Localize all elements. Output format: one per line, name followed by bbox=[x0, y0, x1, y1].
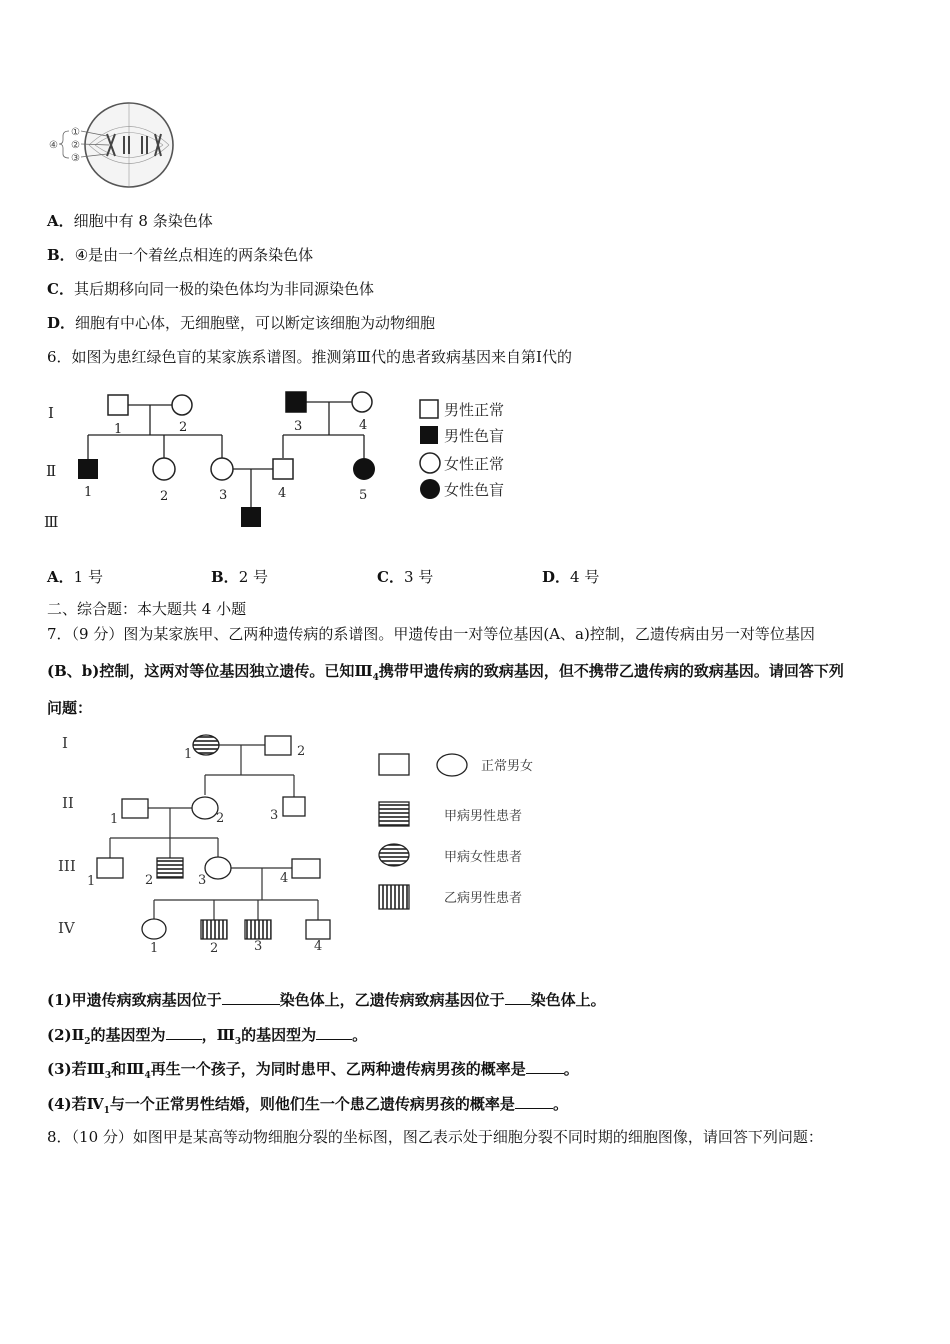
q6-gen-label-1: Ⅰ bbox=[48, 404, 54, 422]
q7-sub3: (3)若$Ⅲ_3$和$Ⅲ_4$再生一个孩子，为同时患甲、乙两种遗传病男孩的概率是 。 bbox=[47, 1060, 579, 1081]
q6-stem: 6．如图为患红绿色盲的某家族系谱图。推测第Ⅲ代的患者致病基因来自第Ⅰ代的 bbox=[47, 348, 572, 366]
svg-text:IV: IV bbox=[58, 919, 75, 937]
q6-option-a: A．1 号 bbox=[47, 568, 103, 586]
legend-disease-b-male-icon bbox=[379, 885, 409, 909]
svg-text:II: II bbox=[62, 794, 74, 812]
svg-text:2: 2 bbox=[179, 420, 188, 435]
q7-sub1: (1)甲遗传病致病基因位于 染色体上，乙遗传病致病基因位于 染色体上。 bbox=[47, 991, 606, 1009]
legend-normal-female-icon bbox=[437, 754, 467, 776]
q6-pedigree bbox=[40, 385, 540, 545]
q7-I2-normal-male bbox=[265, 736, 291, 755]
q6-gen-label-2: Ⅱ bbox=[46, 462, 57, 480]
q6-III1-colorblind-male bbox=[241, 507, 261, 527]
q7-III4-normal-male bbox=[292, 859, 320, 878]
svg-text:1: 1 bbox=[110, 812, 119, 827]
q7-legend bbox=[379, 754, 533, 909]
q5-option-d: D．细胞有中心体，无细胞壁，可以断定该细胞为动物细胞 bbox=[47, 314, 436, 332]
svg-text:4: 4 bbox=[359, 418, 368, 433]
q6-I3-colorblind-male bbox=[286, 392, 306, 412]
q6-II2-normal-female bbox=[153, 458, 175, 480]
label-3: ③ bbox=[71, 153, 80, 164]
legend-normal-male-icon bbox=[379, 754, 409, 775]
label-2: ② bbox=[71, 140, 80, 151]
svg-text:3: 3 bbox=[219, 488, 228, 503]
svg-text:1: 1 bbox=[184, 747, 193, 762]
q7-stem-line2: (B、b)控制，这两对等位基因独立遗传。已知$Ⅲ_4$携带甲遗传病的致病基因，但不携带乙遗传病的致病基因。请回答下列 bbox=[47, 662, 844, 683]
q5-option-b: B．④是由一个着丝点相连的两条染色体 bbox=[47, 246, 314, 264]
q7-stem-line3: 问题： bbox=[47, 699, 93, 717]
legend-disease-a-female-label: 甲病女性患者 bbox=[444, 850, 523, 865]
legend-normal-male: 男性正常 bbox=[444, 401, 505, 419]
legend-disease-a-male-icon bbox=[379, 802, 409, 826]
svg-text:I: I bbox=[62, 734, 68, 752]
legend-normal-female-icon bbox=[420, 453, 440, 473]
q7-IV1-normal-female bbox=[142, 919, 166, 939]
q6-II4-normal-male bbox=[273, 459, 293, 479]
blank bbox=[222, 990, 280, 1005]
q6-II3-normal-female bbox=[211, 458, 233, 480]
svg-text:3: 3 bbox=[254, 939, 263, 954]
q6-option-d: D．4 号 bbox=[542, 568, 600, 586]
q6-gen2-individuals bbox=[78, 458, 375, 480]
svg-text:1: 1 bbox=[114, 422, 123, 437]
q6-option-c: C．3 号 bbox=[377, 568, 434, 586]
svg-text:2: 2 bbox=[216, 811, 225, 826]
q7-II1-normal-male bbox=[122, 799, 148, 818]
q7-sub2: $(2)Ⅱ_2$的基因型为 ，$Ⅲ_3$的基因型为 。 bbox=[47, 1026, 368, 1047]
svg-text:2: 2 bbox=[145, 873, 154, 888]
svg-text:1: 1 bbox=[150, 941, 159, 956]
svg-text:4: 4 bbox=[314, 939, 323, 954]
svg-text:III: III bbox=[58, 857, 76, 875]
svg-text:4: 4 bbox=[278, 486, 287, 501]
svg-text:2: 2 bbox=[297, 744, 306, 759]
q7-III2-disease-a-male bbox=[157, 858, 183, 878]
legend-normal-male-icon bbox=[420, 400, 438, 418]
q6-gen1-individuals bbox=[108, 392, 372, 415]
legend-normal-female: 女性正常 bbox=[444, 455, 505, 473]
q5-option-a: A．细胞中有 8 条染色体 bbox=[47, 212, 213, 230]
q7-IV4-normal-male bbox=[306, 920, 330, 939]
blank bbox=[505, 990, 531, 1005]
svg-text:3: 3 bbox=[270, 808, 279, 823]
svg-text:3: 3 bbox=[294, 419, 303, 434]
q7-IV3-disease-b-male bbox=[245, 920, 271, 939]
legend-disease-b-male-label: 乙病男性患者 bbox=[444, 891, 523, 906]
legend-colorblind-female: 女性色盲 bbox=[444, 481, 505, 499]
q5-option-c: C．其后期移向同一极的染色体均为非同源染色体 bbox=[47, 280, 374, 298]
legend-colorblind-male-icon bbox=[420, 426, 438, 444]
legend-disease-a-male-label: 甲病男性患者 bbox=[444, 809, 523, 824]
q7-II2-normal-female bbox=[192, 797, 218, 819]
svg-text:2: 2 bbox=[160, 489, 169, 504]
q6-option-b: B．2 号 bbox=[211, 568, 268, 586]
q6-generation-labels bbox=[44, 404, 58, 531]
label-1: ① bbox=[71, 127, 80, 138]
q7-sub4: (4)若$Ⅳ_1$与一个正常男性结婚，则他们生一个患乙遗传病男孩的概率是 。 bbox=[47, 1095, 568, 1116]
svg-text:5: 5 bbox=[359, 488, 368, 503]
q6-I1-normal-male bbox=[108, 395, 128, 415]
legend-disease-a-female-icon bbox=[379, 844, 409, 866]
q6-legend bbox=[420, 400, 504, 499]
svg-text:1: 1 bbox=[87, 874, 96, 889]
q7-stem-line1: 7．（9 分）图为某家族甲、乙两种遗传病的系谱图。甲遗传由一对等位基因(A、a)控制，乙遗传病由另一对等位基因 bbox=[47, 625, 815, 643]
blank bbox=[515, 1094, 553, 1109]
q6-gen-label-3: Ⅲ bbox=[44, 513, 59, 531]
legend-colorblind-female-icon bbox=[420, 479, 440, 499]
q6-II1-colorblind-male bbox=[78, 459, 98, 479]
section2-title: 二、综合题：本大题共 4 小题 bbox=[47, 600, 247, 618]
svg-text:3: 3 bbox=[198, 873, 207, 888]
q7-IV2-disease-b-male bbox=[201, 920, 227, 939]
svg-text:2: 2 bbox=[210, 941, 219, 956]
q7-generation-labels bbox=[58, 734, 76, 937]
svg-text:1: 1 bbox=[84, 485, 93, 500]
blank bbox=[316, 1025, 352, 1040]
label-4: ④ bbox=[49, 140, 58, 151]
q7-III3-normal-female bbox=[205, 857, 231, 879]
q6-I2-normal-female bbox=[172, 395, 192, 415]
q7-III1-normal-male bbox=[97, 858, 123, 878]
blank bbox=[166, 1025, 202, 1040]
q8-stem: 8．（10 分）如图甲是某高等动物细胞分裂的坐标图，图乙表示处于细胞分裂不同时期的细胞图像，请回答下列问题： bbox=[47, 1128, 823, 1146]
q6-II5-colorblind-female bbox=[353, 458, 375, 480]
legend-normal-label: 正常男女 bbox=[481, 759, 534, 774]
blank bbox=[526, 1059, 564, 1074]
svg-text:4: 4 bbox=[280, 871, 289, 886]
q7-II3-normal-male bbox=[283, 797, 305, 816]
q7-I1-disease-a-female bbox=[193, 735, 219, 755]
q7-pedigree bbox=[50, 728, 550, 960]
legend-colorblind-male: 男性色盲 bbox=[444, 427, 505, 445]
cell-division-figure bbox=[45, 98, 180, 193]
q6-I4-normal-female bbox=[352, 392, 372, 412]
